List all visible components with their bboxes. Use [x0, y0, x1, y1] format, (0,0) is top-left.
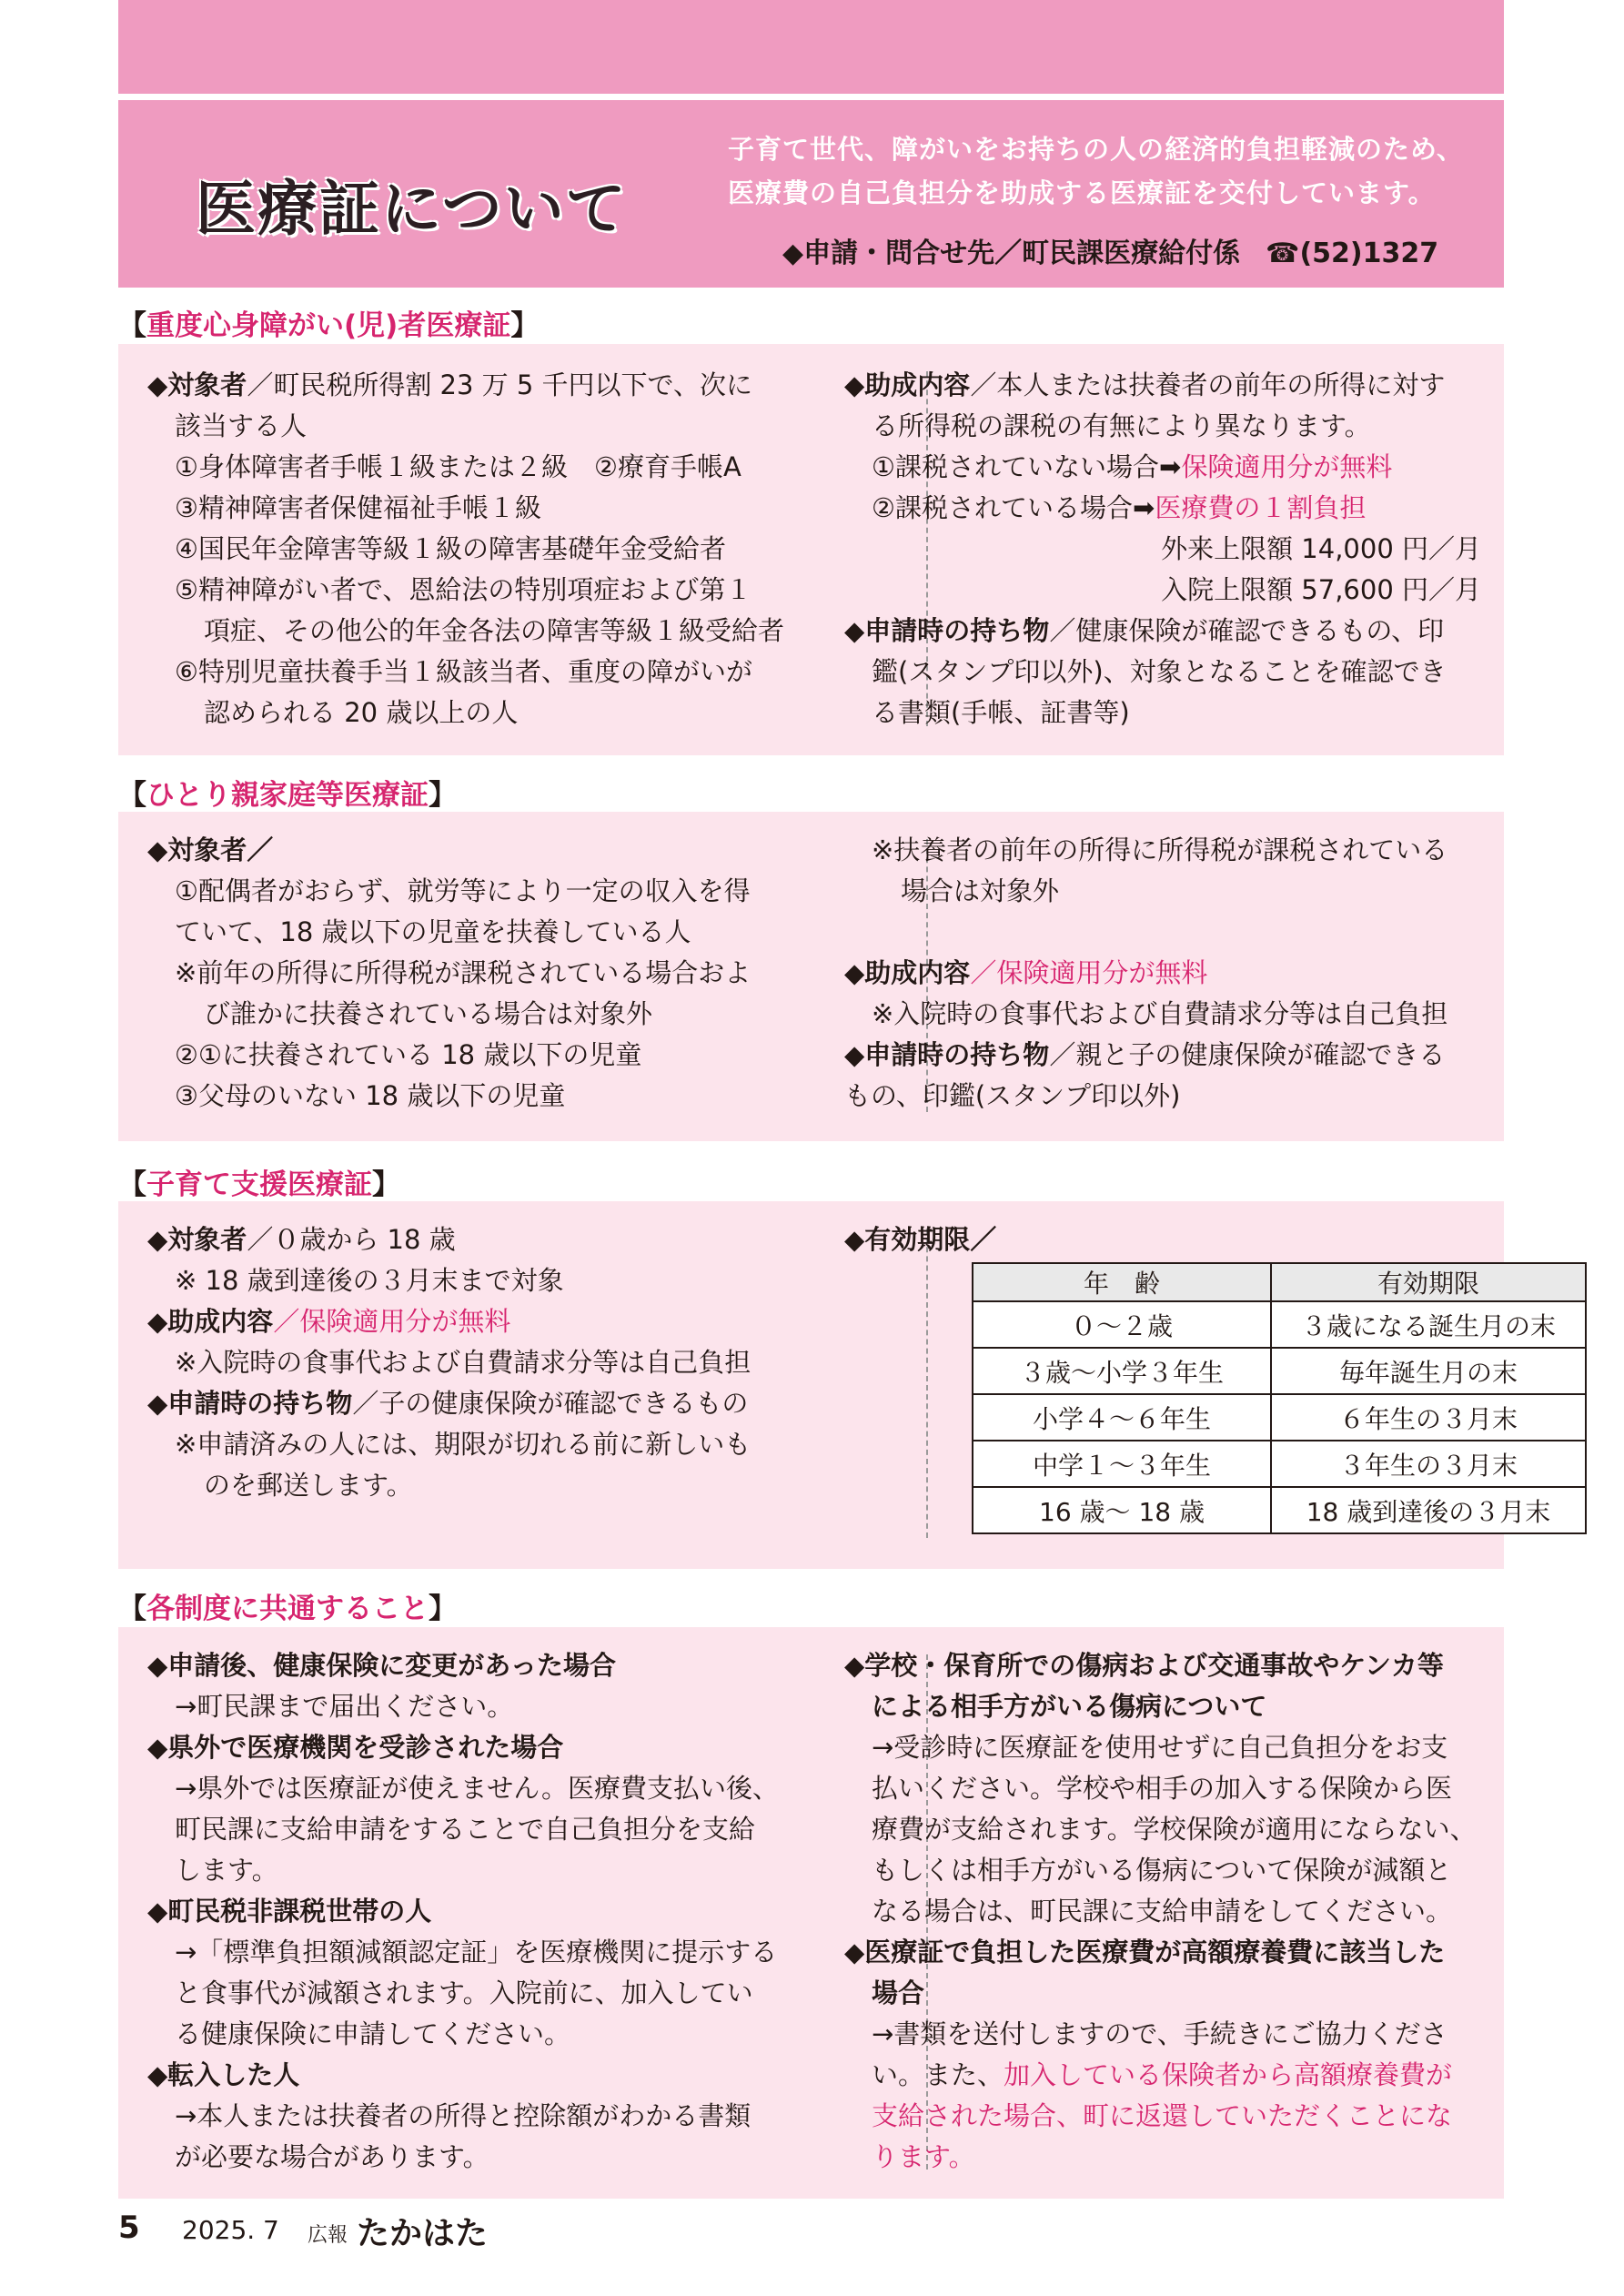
contact-label: ◆申請・問合せ先／町民課医療給付係	[782, 238, 1241, 269]
section-title-single-parent: 【ひとり親家庭等医療証】	[118, 779, 457, 812]
table-row	[973, 1441, 1586, 1487]
table-cell: ３歳～小学３年生	[973, 1348, 1271, 1394]
section-title-child-support: 【子育て支援医療証】	[118, 1168, 400, 1201]
table-cell: 中学１～３年生	[973, 1441, 1271, 1487]
page-title: 医療証について	[196, 174, 628, 244]
right-column: ◆助成内容／本人または扶養者の前年の所得に対す る所得税の課税の有無により異なります。 ①課税されていない場合➡保険適用分が無料 ②課税されている場合➡医療費の１割負担 外来上限額 14,000 円／月 入院上限額 57,600 円／月 ◆申請時の持ち物／健康保険が確認できるもの、印 鑑(スタンプ印以外)、対象となることを確認でき る書類(手帳、証書等)	[844, 369, 1481, 728]
table-cell: ３年生の３月末	[1271, 1441, 1586, 1487]
section-title-common-rules: 【各制度に共通すること】	[118, 1593, 457, 1625]
issue-date: 2025. 7	[182, 2215, 279, 2245]
publication-label: 広報	[308, 2224, 348, 2247]
section-box-severe-disability	[118, 344, 1504, 755]
table-header: 年 齢	[973, 1263, 1271, 1301]
left-column: ◆対象者／町民税所得割 23 万 5 千円以下で、次に 該当する人 ①身体障害者手帳１級または２級 ②療育手帳A ③精神障害者保健福祉手帳１級 ④国民年金障害等級１級の障害基礎年金受給者 ⑤精神障がい者で、恩給法の特別項症および第１ 項症、その他公的年金各法の障害等級１級受給者 ⑥特別児童扶養手当１級該当者、重度の障がいが 認められる 20 歳以上の人	[147, 369, 785, 728]
table-cell: ０～２歳	[973, 1301, 1271, 1348]
telephone-number: ☎(52)1327	[1266, 238, 1439, 269]
section-title-severe-disability: 【重度心身障がい(児)者医療証】	[118, 309, 540, 342]
table-cell: 16 歳～ 18 歳	[973, 1487, 1271, 1533]
table-cell: 18 歳到達後の３月末	[1271, 1487, 1586, 1533]
header-banner	[118, 100, 1504, 288]
table-row	[973, 1348, 1586, 1394]
section-box-child-support	[118, 1201, 1556, 1569]
page-number: 5	[118, 2210, 140, 2246]
section-box-common-rules	[118, 1627, 1504, 2199]
table-header-row	[973, 1263, 1586, 1301]
table-row	[973, 1394, 1586, 1441]
top-band	[118, 0, 1504, 94]
section-box-single-parent	[118, 812, 1504, 1141]
table-row	[973, 1301, 1586, 1348]
validity-table	[972, 1262, 1587, 1534]
intro-text: 子育て世代、障がいをお持ちの人の経済的負担軽減のため、 医療費の自己負担分を助成する医療証を交付しています。	[728, 134, 1464, 208]
right-column: ◆学校・保育所での傷病および交通事故やケンカ等 による相手方がいる傷病について →受診時に医療証を使用せずに自己負担分をお支 払いください。学校や相手の加入する保険から医 療費が支給されます。学校保険が適用にならない、 もしくは相手方がいる傷病について保険が減額と なる場合は、町民課に支給申請をしてください。 ◆医療証で負担した医療費が高額療養費に該当した 場合 →書類を送付しますので、手続きにご協力くださ い。また、加入している保険者から高額療養費が 支給された場合、町に返還していただくことにな ります。	[844, 1650, 1477, 2172]
table-cell: ６年生の３月末	[1271, 1394, 1586, 1441]
table-header: 有効期限	[1271, 1263, 1586, 1301]
table-cell: 毎年誕生月の末	[1271, 1348, 1586, 1394]
table-row	[973, 1487, 1586, 1533]
left-column: ◆対象者／ ①配偶者がおらず、就労等により一定の収入を得 ていて、18 歳以下の児童を扶養している人 ※前年の所得に所得税が課税されている場合およ び誰かに扶養されている場合は対象外 ②①に扶養されている 18 歳以下の児童 ③父母のいない 18 歳以下の児童	[147, 834, 751, 1111]
right-column: ◆有効期限／	[844, 1224, 997, 1255]
column-divider	[926, 1229, 928, 1538]
table-cell: ３歳になる誕生月の末	[1271, 1301, 1586, 1348]
left-column: ◆申請後、健康保険に変更があった場合 →町民課まで届出ください。 ◆県外で医療機関を受診された場合 →県外では医療証が使えません。医療費支払い後、 町民課に支給申請をすることで自己負担分を支給 します。 ◆町民税非課税世帯の人 →「標準負担額減額認定証」を医療機関に提示する と食事代が減額されます。入院前に、加入してい る健康保険に申請してください。 ◆転入した人 →本人または扶養者の所得と控除額がわかる書類 が必要な場合があります。	[147, 1650, 780, 2172]
left-column: ◆対象者／０歳から 18 歳 ※ 18 歳到達後の３月末まで対象 ◆助成内容／保険適用分が無料 ※入院時の食事代および自費請求分等は自己負担 ◆申請時の持ち物／子の健康保険が確認できるもの ※申請済みの人には、期限が切れる前に新しいも のを郵送します。	[147, 1224, 751, 1501]
table-cell: 小学４～６年生	[973, 1394, 1271, 1441]
right-column: ※扶養者の前年の所得に所得税が課税されている 場合は対象外 ◆助成内容／保険適用分が無料 ※入院時の食事代および自費請求分等は自己負担 ◆申請時の持ち物／親と子の健康保険が確認できる もの、印鑑(スタンプ印以外)	[844, 834, 1448, 1111]
contact-info	[782, 230, 1438, 270]
publication-name: たかはた	[357, 2215, 489, 2252]
